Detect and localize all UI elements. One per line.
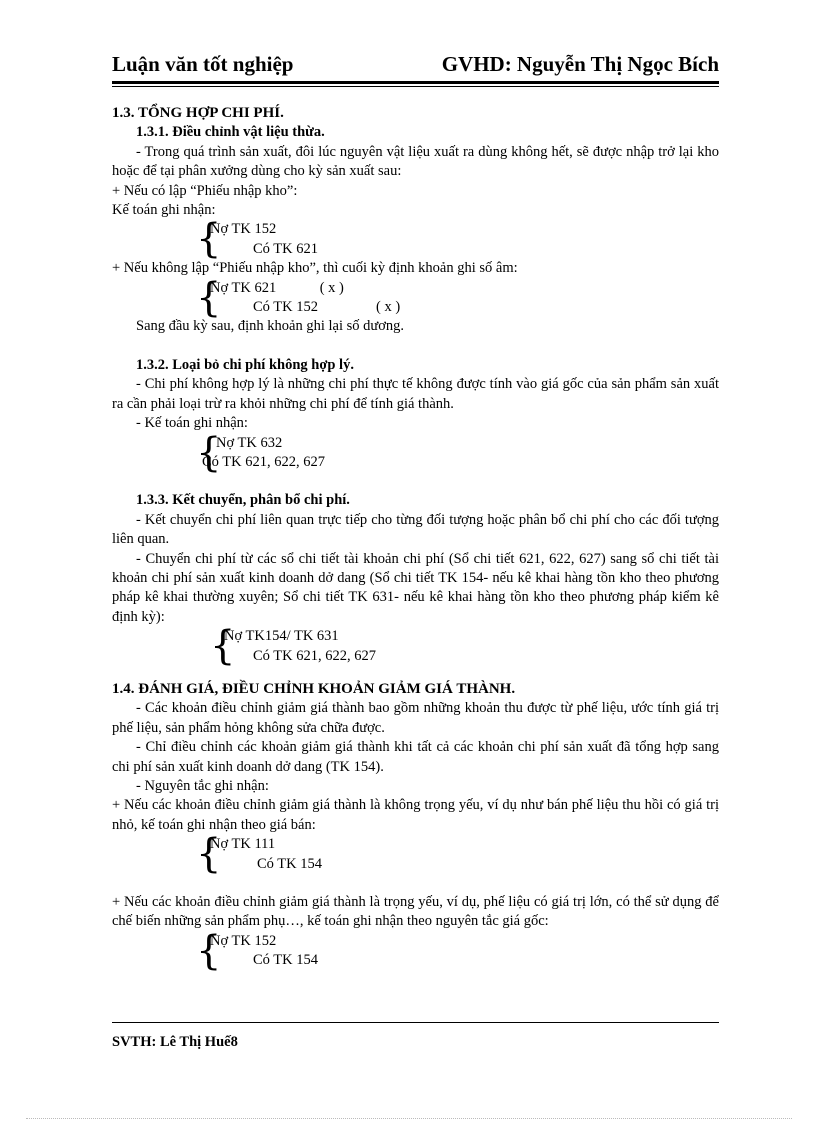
paragraph: - Chuyển chi phí từ các sổ chi tiết tài khoản chi phí (Sổ chi tiết 621, 622, 627) sang sổ chi tiết tài khoản chi phí sản xuất kinh doanh dở dang (Sổ chi tiết TK 154- nếu kê khai hàng tồn kho theo phương pháp kê khai thường xuyên; Sổ chi tiết TK 631- nếu kê khai hàng tồn kho theo phương pháp kiểm kê định kỳ): bbox=[112, 550, 719, 625]
journal-entry bbox=[112, 623, 719, 670]
paragraph: - Trong quá trình sản xuất, đôi lúc nguyên vật liệu xuất ra dùng không hết, sẽ được nhập trở lại kho hoặc để tại phân xưởng dùng cho kỳ sản xuất sau: bbox=[112, 143, 719, 180]
brace-symbol: { bbox=[196, 274, 222, 321]
header-thesis-title: Luận văn tốt nghiệp bbox=[112, 52, 294, 76]
page-boundary-line bbox=[26, 1118, 792, 1119]
paragraph: + Nếu có lập “Phiếu nhập kho”: bbox=[112, 182, 298, 199]
credit-line: Có TK 154 bbox=[253, 952, 318, 969]
paragraph: + Nếu các khoản điều chỉnh giảm giá thành là trọng yếu, ví dụ, phế liệu có giá trị lớn, có thể sử dụng để chế biến những sản phẩm phụ…, kế toán ghi nhận theo nguyên tắc giá gốc: bbox=[112, 894, 719, 930]
journal-entry bbox=[112, 274, 719, 321]
header-advisor: GVHD: Nguyễn Thị Ngọc Bích bbox=[441, 52, 719, 76]
paragraph: - Nguyên tắc ghi nhận: bbox=[136, 778, 269, 794]
paragraph: - Các khoản điều chỉnh giảm giá thành bao gồm những khoản thu được từ phế liệu, ước tính giá trị phế liệu, sản phẩm hỏng không sửa chữa được. bbox=[112, 700, 719, 736]
brace-symbol: { bbox=[196, 216, 222, 263]
section-1-4-title: 1.4. ĐÁNH GIÁ, ĐIỀU CHỈNH KHOẢN GIẢM GIÁ THÀNH. bbox=[112, 680, 516, 697]
debit-line: Nợ TK 111 bbox=[210, 836, 276, 853]
section-1-3-2-title: 1.3.2. Loại bỏ chi phí không hợp lý. bbox=[136, 356, 354, 373]
header-rule-thick bbox=[112, 81, 719, 84]
paragraph: - Chi phí không hợp lý là những chi phí thực tế không được tính vào giá gốc của sản phẩm sản xuất ra cần phải loại trừ ra khỏi những chi phí để tính giá thành. bbox=[112, 376, 719, 412]
credit-line: Có TK 621, 622, 627 bbox=[253, 647, 376, 664]
debit-line: Nợ TK 152 bbox=[210, 221, 277, 238]
journal-entry bbox=[112, 831, 719, 878]
paragraph: Kế toán ghi nhận: bbox=[112, 202, 216, 219]
credit-line: Có TK 621, 622, 627 bbox=[202, 453, 325, 470]
paragraph: Sang đầu kỳ sau, định khoản ghi lại số dương. bbox=[136, 318, 405, 335]
credit-line: Có TK 152 ( x ) bbox=[253, 299, 401, 316]
debit-line: Nợ TK 152 bbox=[210, 932, 277, 949]
section-1-3-3-title: 1.3.3. Kết chuyển, phân bổ chi phí. bbox=[136, 492, 350, 509]
brace-symbol: { bbox=[196, 831, 222, 878]
section-1-3-title: 1.3. TỔNG HỢP CHI PHÍ. bbox=[112, 105, 284, 121]
credit-line: Có TK 154 bbox=[257, 855, 322, 872]
header-rule-thin bbox=[112, 86, 719, 87]
brace-symbol: { bbox=[196, 927, 222, 974]
journal-entry bbox=[112, 216, 719, 263]
debit-line: Nợ TK 632 bbox=[216, 434, 283, 451]
credit-line: Có TK 621 bbox=[253, 240, 318, 257]
page-content bbox=[112, 104, 719, 974]
paragraph: + Nếu không lập “Phiếu nhập kho”, thì cuối kỳ định khoản ghi số âm: bbox=[112, 260, 518, 277]
paragraph: - Kế toán ghi nhận: bbox=[136, 415, 248, 432]
page-footer: SVTH: Lê Thị Huế8 bbox=[112, 1034, 238, 1050]
paragraph: - Kết chuyển chi phí liên quan trực tiếp cho từng đối tượng hoặc phân bổ chi phí cho các đối tượng liên quan. bbox=[112, 511, 719, 548]
page-header bbox=[112, 52, 719, 78]
debit-line: Nợ TK154/ TK 631 bbox=[224, 628, 339, 645]
brace-symbol: { bbox=[210, 623, 236, 670]
paragraph: + Nếu các khoản điều chỉnh giảm giá thành là không trọng yếu, ví dụ như bán phế liệu thu hồi có giá trị nhỏ, kế toán ghi nhận theo giá bán: bbox=[112, 797, 719, 833]
journal-entry bbox=[112, 429, 719, 476]
footer-rule bbox=[112, 1022, 719, 1023]
debit-line: Nợ TK 621 ( x ) bbox=[210, 279, 344, 296]
section-1-3-1-title: 1.3.1. Điều chỉnh vật liệu thừa. bbox=[136, 124, 325, 141]
paragraph: - Chỉ điều chỉnh các khoản giảm giá thành khi tất cả các khoản chi phí sản xuất đã tổng hợp sang chi phí sản xuất kinh doanh dở dang (TK 154). bbox=[112, 739, 719, 775]
journal-entry bbox=[112, 927, 719, 974]
brace-symbol: { bbox=[196, 429, 222, 476]
